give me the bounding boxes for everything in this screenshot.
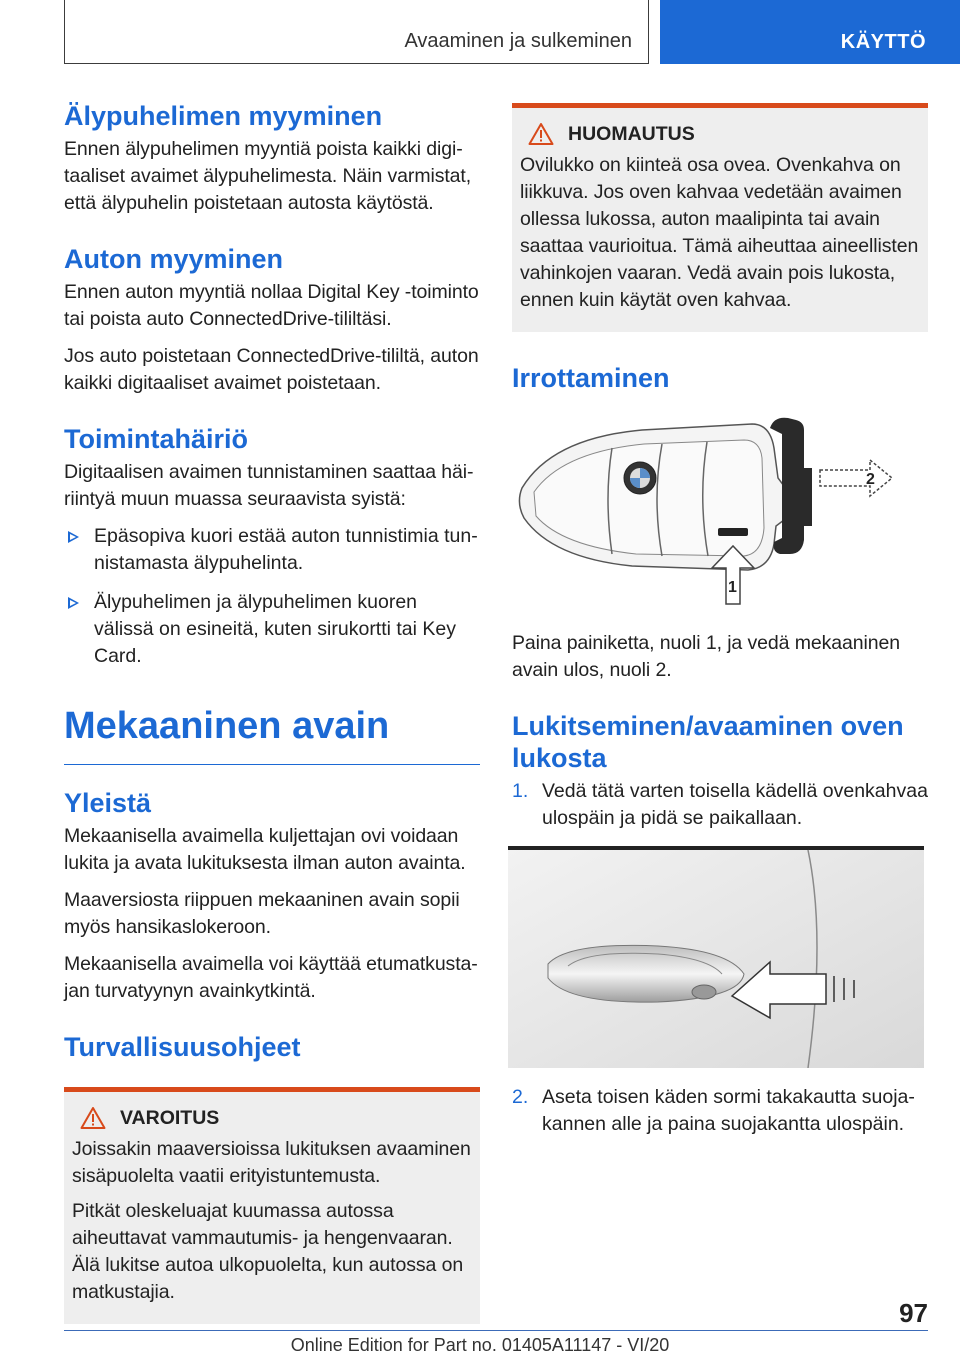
header-section-box [64,0,649,64]
key-fob-illustration [512,408,928,618]
list-item: 2. Aseta toisen käden sormi takakautta suojakannen alle ja paina suojakantta ulospäin. [512,1086,915,1135]
notice-title: HUOMAUTUS [520,122,920,146]
key-removal-figure [512,408,928,618]
heading-removal: Irrottaminen [512,363,670,393]
warning-box [64,1087,480,1324]
footer-divider [64,1330,928,1331]
page-number: 97 [899,1298,928,1328]
notice-box [512,103,928,332]
step-list-1 [512,778,928,832]
warning-paragraph: Pitkät oleskeluajat kuumassa autossa aiheuttavat vammautumis- ja hengenvaaran. Älä lukitse autoa ulkopuolelta, kun autossa on matkustajia. [72,1200,464,1303]
door-handle-photo [508,846,924,1068]
heading-car-sale: Auton myyminen [64,244,284,274]
heading-malfunction: Toimintahäiriö [64,424,249,454]
section-title: Avaaminen ja sulkeminen [404,30,632,52]
paragraph: Paina painiketta, nuoli 1, ja vedä mekaaninen avain ulos, nuoli 2. [512,632,900,681]
left-column [64,100,480,1324]
chapter-tab-label: KÄYTTÖ [840,31,926,53]
warning-paragraph: Joissakin maaversioissa lukituksen avaaminen sisäpuolelta vaatii erityistuntemusta. [72,1138,471,1187]
bullet-list [64,523,480,670]
triangle-bullet-icon [68,531,79,543]
edition-footer: Online Edition for Part no. 01405A11147 - VI/20 [290,1335,670,1355]
list-item: 1. Vedä tätä varten toisella kädellä ovenkahvaa ulospäin ja pidä se paikallaan. [512,780,928,829]
paragraph: Mekaanisella avaimella kuljettajan ovi voidaan lukita ja avata lukituksesta ilman auton avainta. [64,825,466,874]
notice-paragraph: Ovilukko on kiinteä osa ovea. Ovenkahva on liikkuva. Jos oven kahvaa vedetään avaimen ollessa lukossa, auton maalipinta tai avain saattaa vaurioitua. Tämä aiheuttaa aineellisten vahinkojen vaaran. Vedä avain pois lukosta, ennen kuin käytät oven kahvaa. [520,154,919,311]
list-item: Epäsopiva kuori estää auton tunnistimia tunnistamasta älypuhelinta. [64,523,480,577]
paragraph: Ennen auton myyntiä nollaa Digital Key -toiminto tai poista auto ConnectedDrive-tililtäsi. [64,281,479,330]
chapter-tab[interactable] [660,0,960,64]
warning-triangle-icon [528,122,554,146]
step-list-2 [512,1084,928,1138]
arrow-2-label: 2 [866,471,875,488]
door-handle-figure [508,846,928,1068]
paragraph: Digitaalisen avaimen tunnistaminen saattaa häiriintyä muun muassa seuraavista syistä: [64,461,474,510]
paragraph: Ennen älypuhelimen myyntiä poista kaikki digitaaliset avaimet älypuhelimesta. Näin varmistat, että älypuhelin poistetaan autosta käytöstä. [64,138,472,214]
chapter-title: Mekaaninen avain [64,704,480,765]
arrow-1-label: 1 [728,579,737,596]
list-item: Älypuhelimen ja älypuhelimen kuoren välissä on esineitä, kuten sirukortti tai Key Card. [64,589,480,670]
heading-general: Yleistä [64,788,152,818]
paragraph: Jos auto poistetaan ConnectedDrive-tililtä, auton kaikki digitaaliset avaimet poistetaan. [64,345,479,394]
paragraph: Maaversiosta riippuen mekaaninen avain sopii myös hansikaslokeroon. [64,889,460,938]
warning-title: VAROITUS [72,1106,472,1130]
heading-lock-unlock: Lukitseminen/avaaminen oven lukosta [512,711,904,773]
heading-smartphone-sale: Älypuhelimen myyminen [64,101,383,131]
triangle-bullet-icon [68,597,79,609]
warning-triangle-icon [80,1106,106,1130]
right-column [512,103,928,1138]
heading-safety: Turvallisuusohjeet [64,1032,301,1062]
paragraph: Mekaanisella avaimella voi käyttää etumatkustajan turvatyynyn avainkytkintä. [64,953,478,1002]
